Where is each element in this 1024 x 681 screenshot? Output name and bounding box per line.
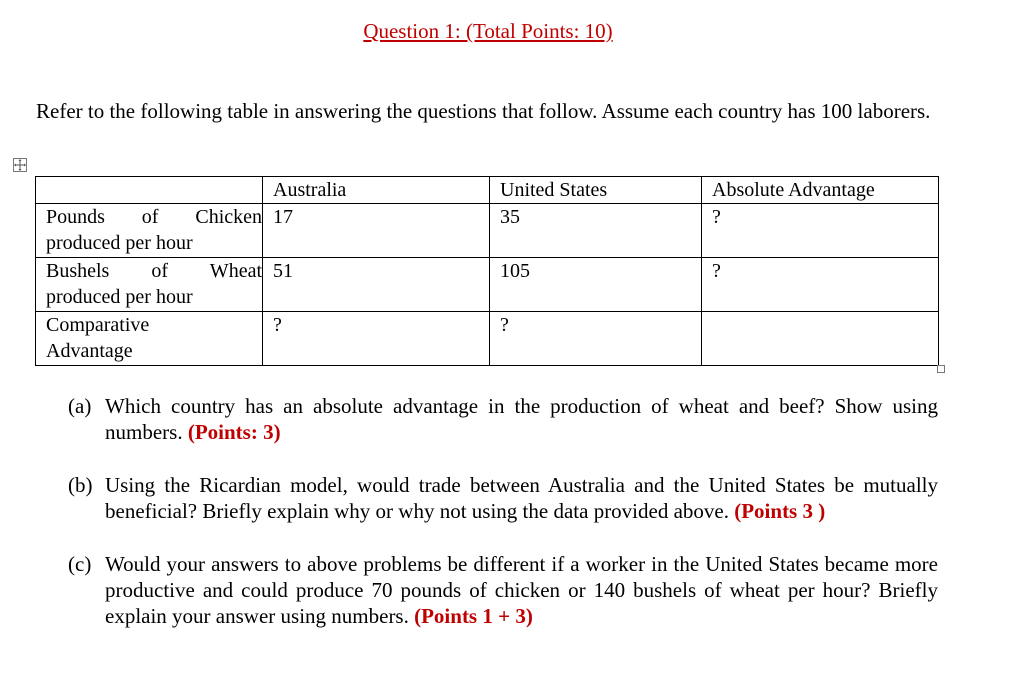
cell-absolute-chicken: ? — [702, 204, 939, 258]
cell-absolute-wheat: ? — [702, 258, 939, 312]
question-b-text: Using the Ricardian model, would trade between Australia and the United States be mutually beneficial? Briefly explain why or why not using the data provided above. — [105, 473, 938, 523]
cell-australia-wheat: 51 — [263, 258, 490, 312]
table-row — [36, 312, 939, 366]
question-a-points: (Points: 3) — [187, 420, 281, 444]
question-b-points: (Points 3 ) — [734, 499, 826, 523]
cell-us-chicken: 35 — [490, 204, 702, 258]
header-united-states: United States — [490, 177, 702, 204]
table-row — [36, 258, 939, 312]
question-a — [68, 393, 938, 445]
production-table — [35, 176, 939, 366]
intro-paragraph: Refer to the following table in answering the questions that follow. Assume each country has 100 laborers. — [36, 99, 931, 123]
header-absolute-advantage: Absolute Advantage — [702, 177, 939, 204]
question-heading: Question 1: (Total Points: 10) — [363, 19, 613, 43]
question-list — [68, 393, 938, 656]
question-c — [68, 551, 938, 629]
cell-us-wheat: 105 — [490, 258, 702, 312]
cell-us-comparative: ? — [490, 312, 702, 366]
header-blank-cell — [36, 177, 263, 204]
table-row — [36, 204, 939, 258]
comparative-label-text: Comparative Advantage — [46, 314, 150, 362]
table-resize-handle[interactable] — [937, 365, 945, 373]
row-label-wheat: Bushels of Wheat produced per hour — [36, 258, 263, 312]
question-b — [68, 472, 938, 524]
question-a-text: Which country has an absolute advantage in the production of wheat and beef? Show using numbers. — [105, 394, 938, 444]
question-c-letter: (c) — [68, 552, 92, 576]
question-c-points: (Points 1 + 3) — [414, 604, 533, 628]
cell-australia-chicken: 17 — [263, 204, 490, 258]
row-label-comparative — [36, 312, 263, 366]
table-move-handle-icon[interactable] — [13, 158, 27, 172]
row-label-chicken: Pounds of Chicken produced per hour — [36, 204, 263, 258]
cell-absolute-comparative — [702, 312, 939, 366]
header-australia: Australia — [263, 177, 490, 204]
question-b-letter: (b) — [68, 473, 93, 497]
cell-australia-comparative: ? — [263, 312, 490, 366]
question-c-text: Would your answers to above problems be different if a worker in the United States became more productive and could produce 70 pounds of chicken or 140 bushels of wheat per hour? Briefly explain your answer using numbers. — [105, 552, 938, 628]
table-header-row — [36, 177, 939, 204]
question-a-letter: (a) — [68, 394, 92, 418]
